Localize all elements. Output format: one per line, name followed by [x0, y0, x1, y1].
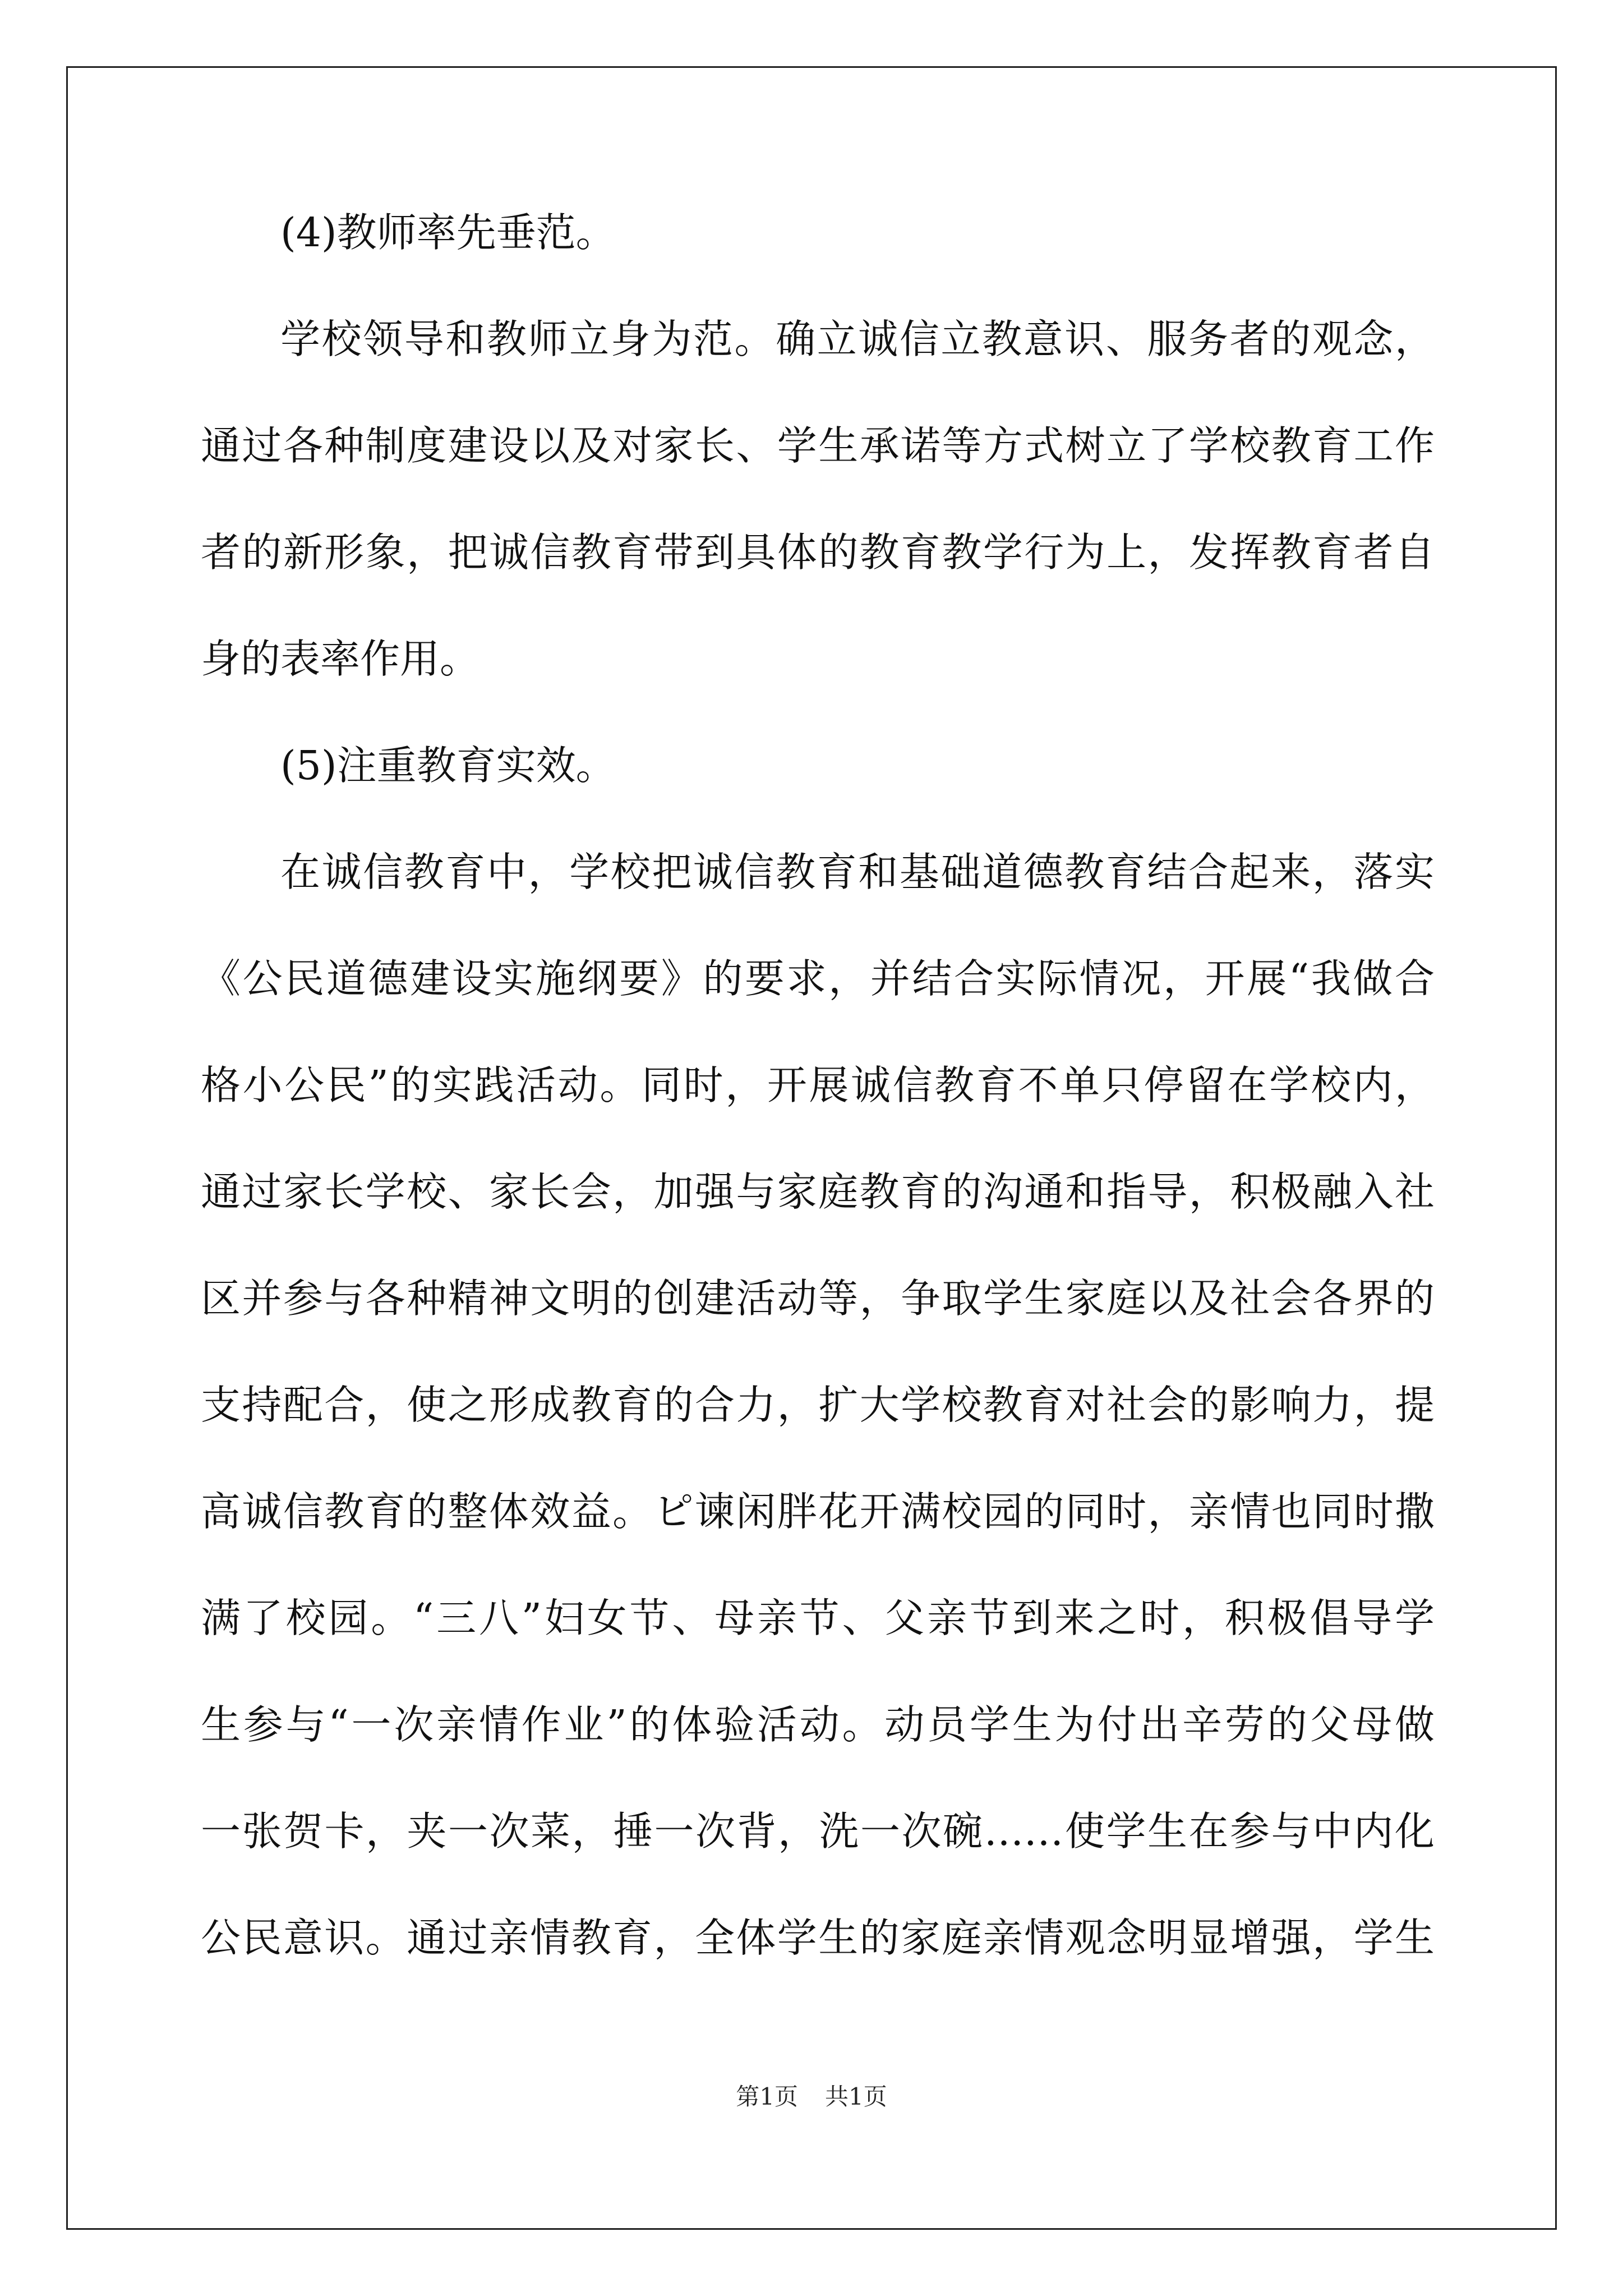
- subheading-4: (4)教师率先垂范。: [280, 209, 616, 256]
- page-number-current: 第1页: [736, 2083, 798, 2110]
- subheading-5: (5)注重教育实效。: [280, 742, 616, 789]
- paragraph-line: 区并参与各种精神文明的创建活动等，争取学生家庭以及社会各界的: [201, 1275, 1435, 1322]
- paragraph-line: 者的新形象，把诚信教育带到具体的教育教学行为上，发挥教育者自: [201, 529, 1435, 576]
- paragraph-line: 《公民道德建设实施纲要》的要求，并结合实际情况，开展“我做合: [201, 955, 1435, 1002]
- paragraph-line: 高诚信教育的整体效益。ピ谏闲胖花开满校园的同时，亲情也同时撒: [201, 1488, 1435, 1535]
- paragraph-line: 格小公民”的实践活动。同时，开展诚信教育不单只停留在学校内，: [201, 1062, 1435, 1108]
- page-number-total: 共1页: [825, 2083, 887, 2110]
- paragraph-line: 支持配合，使之形成教育的合力，扩大学校教育对社会的影响力，提: [201, 1382, 1435, 1428]
- paragraph-line: 生参与“一次亲情作业”的体验活动。动员学生为付出辛劳的父母做: [201, 1701, 1435, 1748]
- page-footer: [0, 2081, 1623, 2113]
- paragraph-line: 满了校园。“三八”妇女节、母亲节、父亲节到来之时，积极倡导学: [201, 1595, 1435, 1641]
- paragraph-line: 学校领导和教师立身为范。确立诚信立教意识、服务者的观念，: [280, 316, 1435, 362]
- paragraph-line: 一张贺卡，夹一次菜，捶一次背，洗一次碗……使学生在参与中内化: [201, 1808, 1435, 1855]
- paragraph-line: 在诚信教育中，学校把诚信教育和基础道德教育结合起来，落实: [280, 849, 1435, 895]
- paragraph-line: 通过家长学校、家长会，加强与家庭教育的沟通和指导，积极融入社: [201, 1168, 1435, 1215]
- paragraph-line: 身的表率作用。: [201, 636, 480, 682]
- paragraph-line: 公民意识。通过亲情教育，全体学生的家庭亲情观念明显增强，学生: [201, 1915, 1435, 1961]
- page-border: [66, 66, 1557, 2230]
- paragraph-line: 通过各种制度建设以及对家长、学生承诺等方式树立了学校教育工作: [201, 422, 1435, 469]
